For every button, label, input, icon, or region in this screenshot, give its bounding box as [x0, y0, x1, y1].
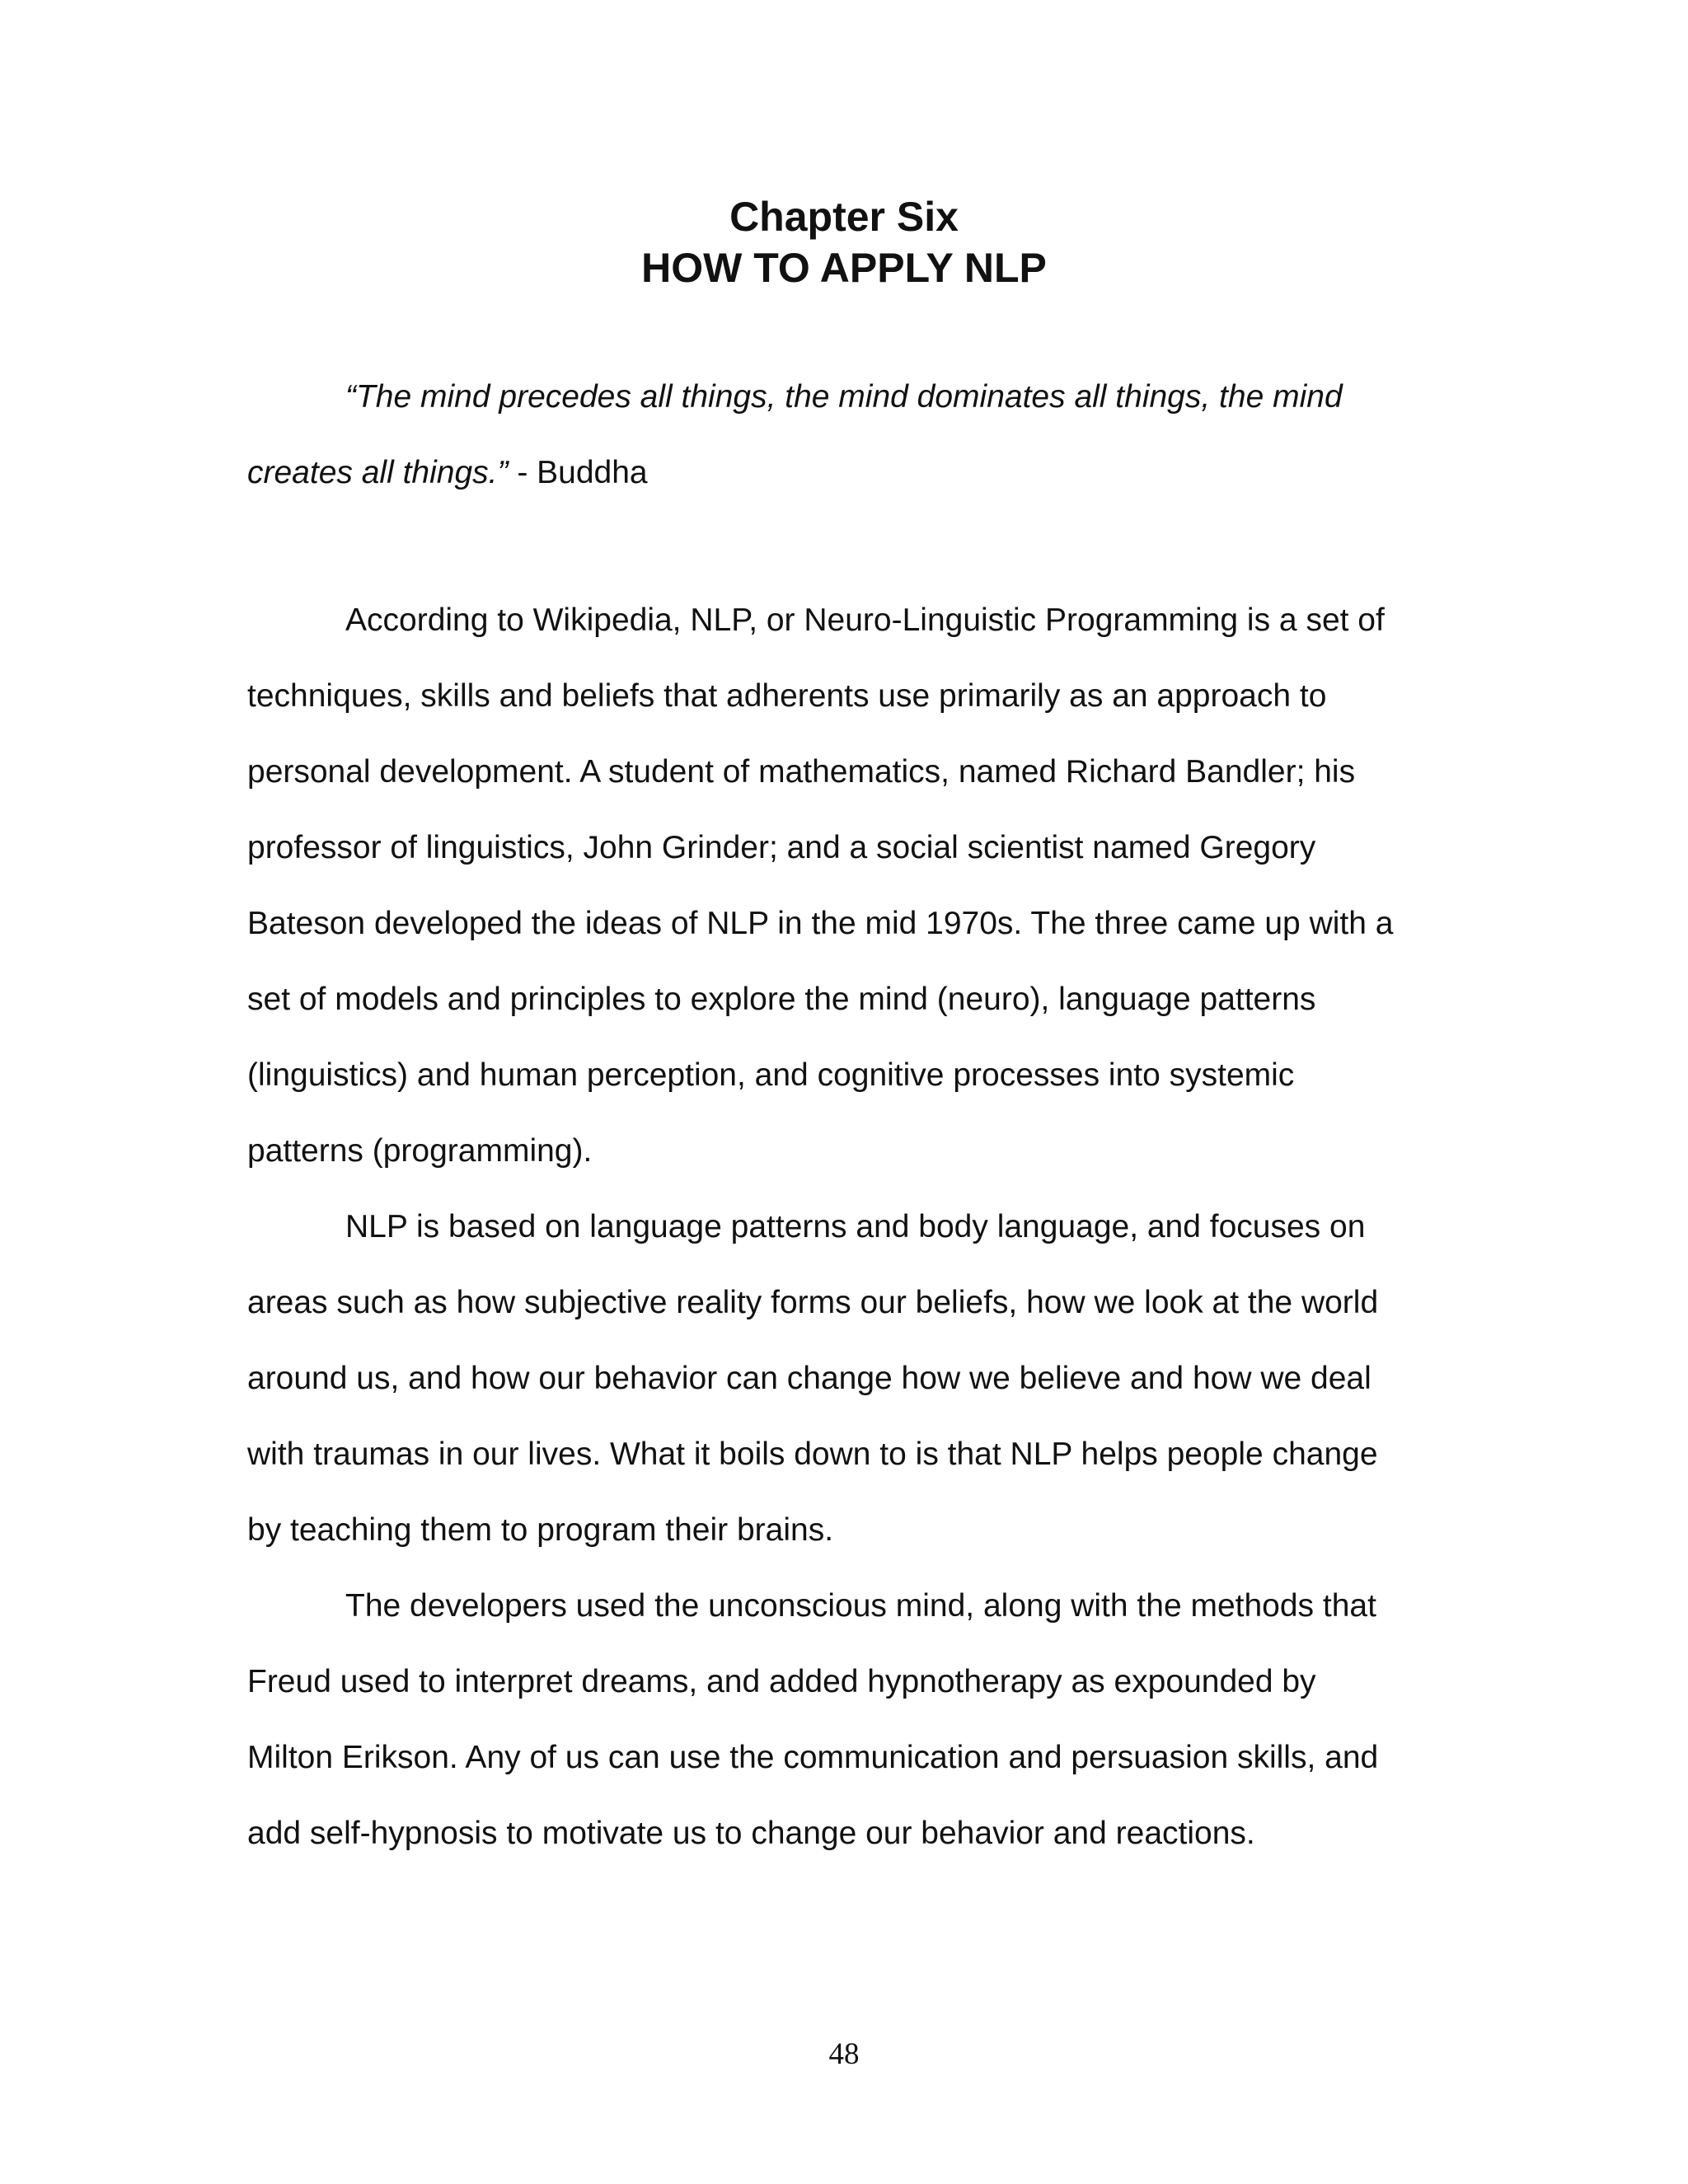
paragraph-line: areas such as how subjective reality forms our beliefs, how we look at the world: [247, 1285, 1379, 1320]
epigraph-line: [247, 435, 1434, 511]
paragraph-line: add self-hypnosis to motivate us to change our behavior and reactions.: [247, 1816, 1255, 1851]
paragraph-line: According to Wikipedia, NLP, or Neuro-Linguistic Programming is a set of: [345, 602, 1385, 638]
paragraph-line: Milton Erikson. Any of us can use the communication and persuasion skills, and: [247, 1740, 1379, 1775]
paragraph-line: personal development. A student of mathematics, named Richard Bandler; his: [247, 754, 1356, 790]
body-text: [247, 583, 1434, 1872]
epigraph: [247, 359, 1434, 511]
paragraph-line: NLP is based on language patterns and body language, and focuses on: [345, 1209, 1366, 1244]
paragraph-line: by teaching them to program their brains.: [247, 1512, 834, 1548]
epigraph-quote-text: “The mind precedes all things, the mind dominates all things, the mind: [345, 379, 1343, 415]
page-number: 48: [828, 2037, 860, 2071]
paragraph-line: with traumas in our lives. What it boils down to is that NLP helps people change: [247, 1436, 1378, 1472]
paragraph-line: set of models and principles to explore the mind (neuro), language patterns: [247, 982, 1316, 1017]
epigraph-line: [247, 359, 1434, 435]
paragraph: [247, 583, 1434, 1189]
paragraph-line: Freud used to interpret dreams, and added hypnotherapy as expounded by: [247, 1664, 1316, 1699]
chapter-heading: [0, 191, 1688, 293]
epigraph-attribution: - Buddha: [508, 455, 648, 490]
paragraph: [247, 1568, 1434, 1872]
paragraph-line: patterns (programming).: [247, 1133, 593, 1169]
paragraph-line: The developers used the unconscious mind, along with the methods that: [345, 1588, 1376, 1624]
paragraph-line: around us, and how our behavior can change how we believe and how we deal: [247, 1361, 1372, 1396]
chapter-title: HOW TO APPLY NLP: [641, 245, 1047, 291]
epigraph-quote-text: creates all things.”: [247, 455, 509, 490]
paragraph-line: techniques, skills and beliefs that adherents use primarily as an approach to: [247, 678, 1327, 714]
paragraph-line: professor of linguistics, John Grinder; and a social scientist named Gregory: [247, 830, 1316, 865]
chapter-number-label: Chapter Six: [729, 194, 959, 240]
paragraph: [247, 1189, 1434, 1568]
paragraph-line: (linguistics) and human perception, and cognitive processes into systemic: [247, 1057, 1295, 1093]
paragraph-line: Bateson developed the ideas of NLP in the mid 1970s. The three came up with a: [247, 906, 1394, 941]
